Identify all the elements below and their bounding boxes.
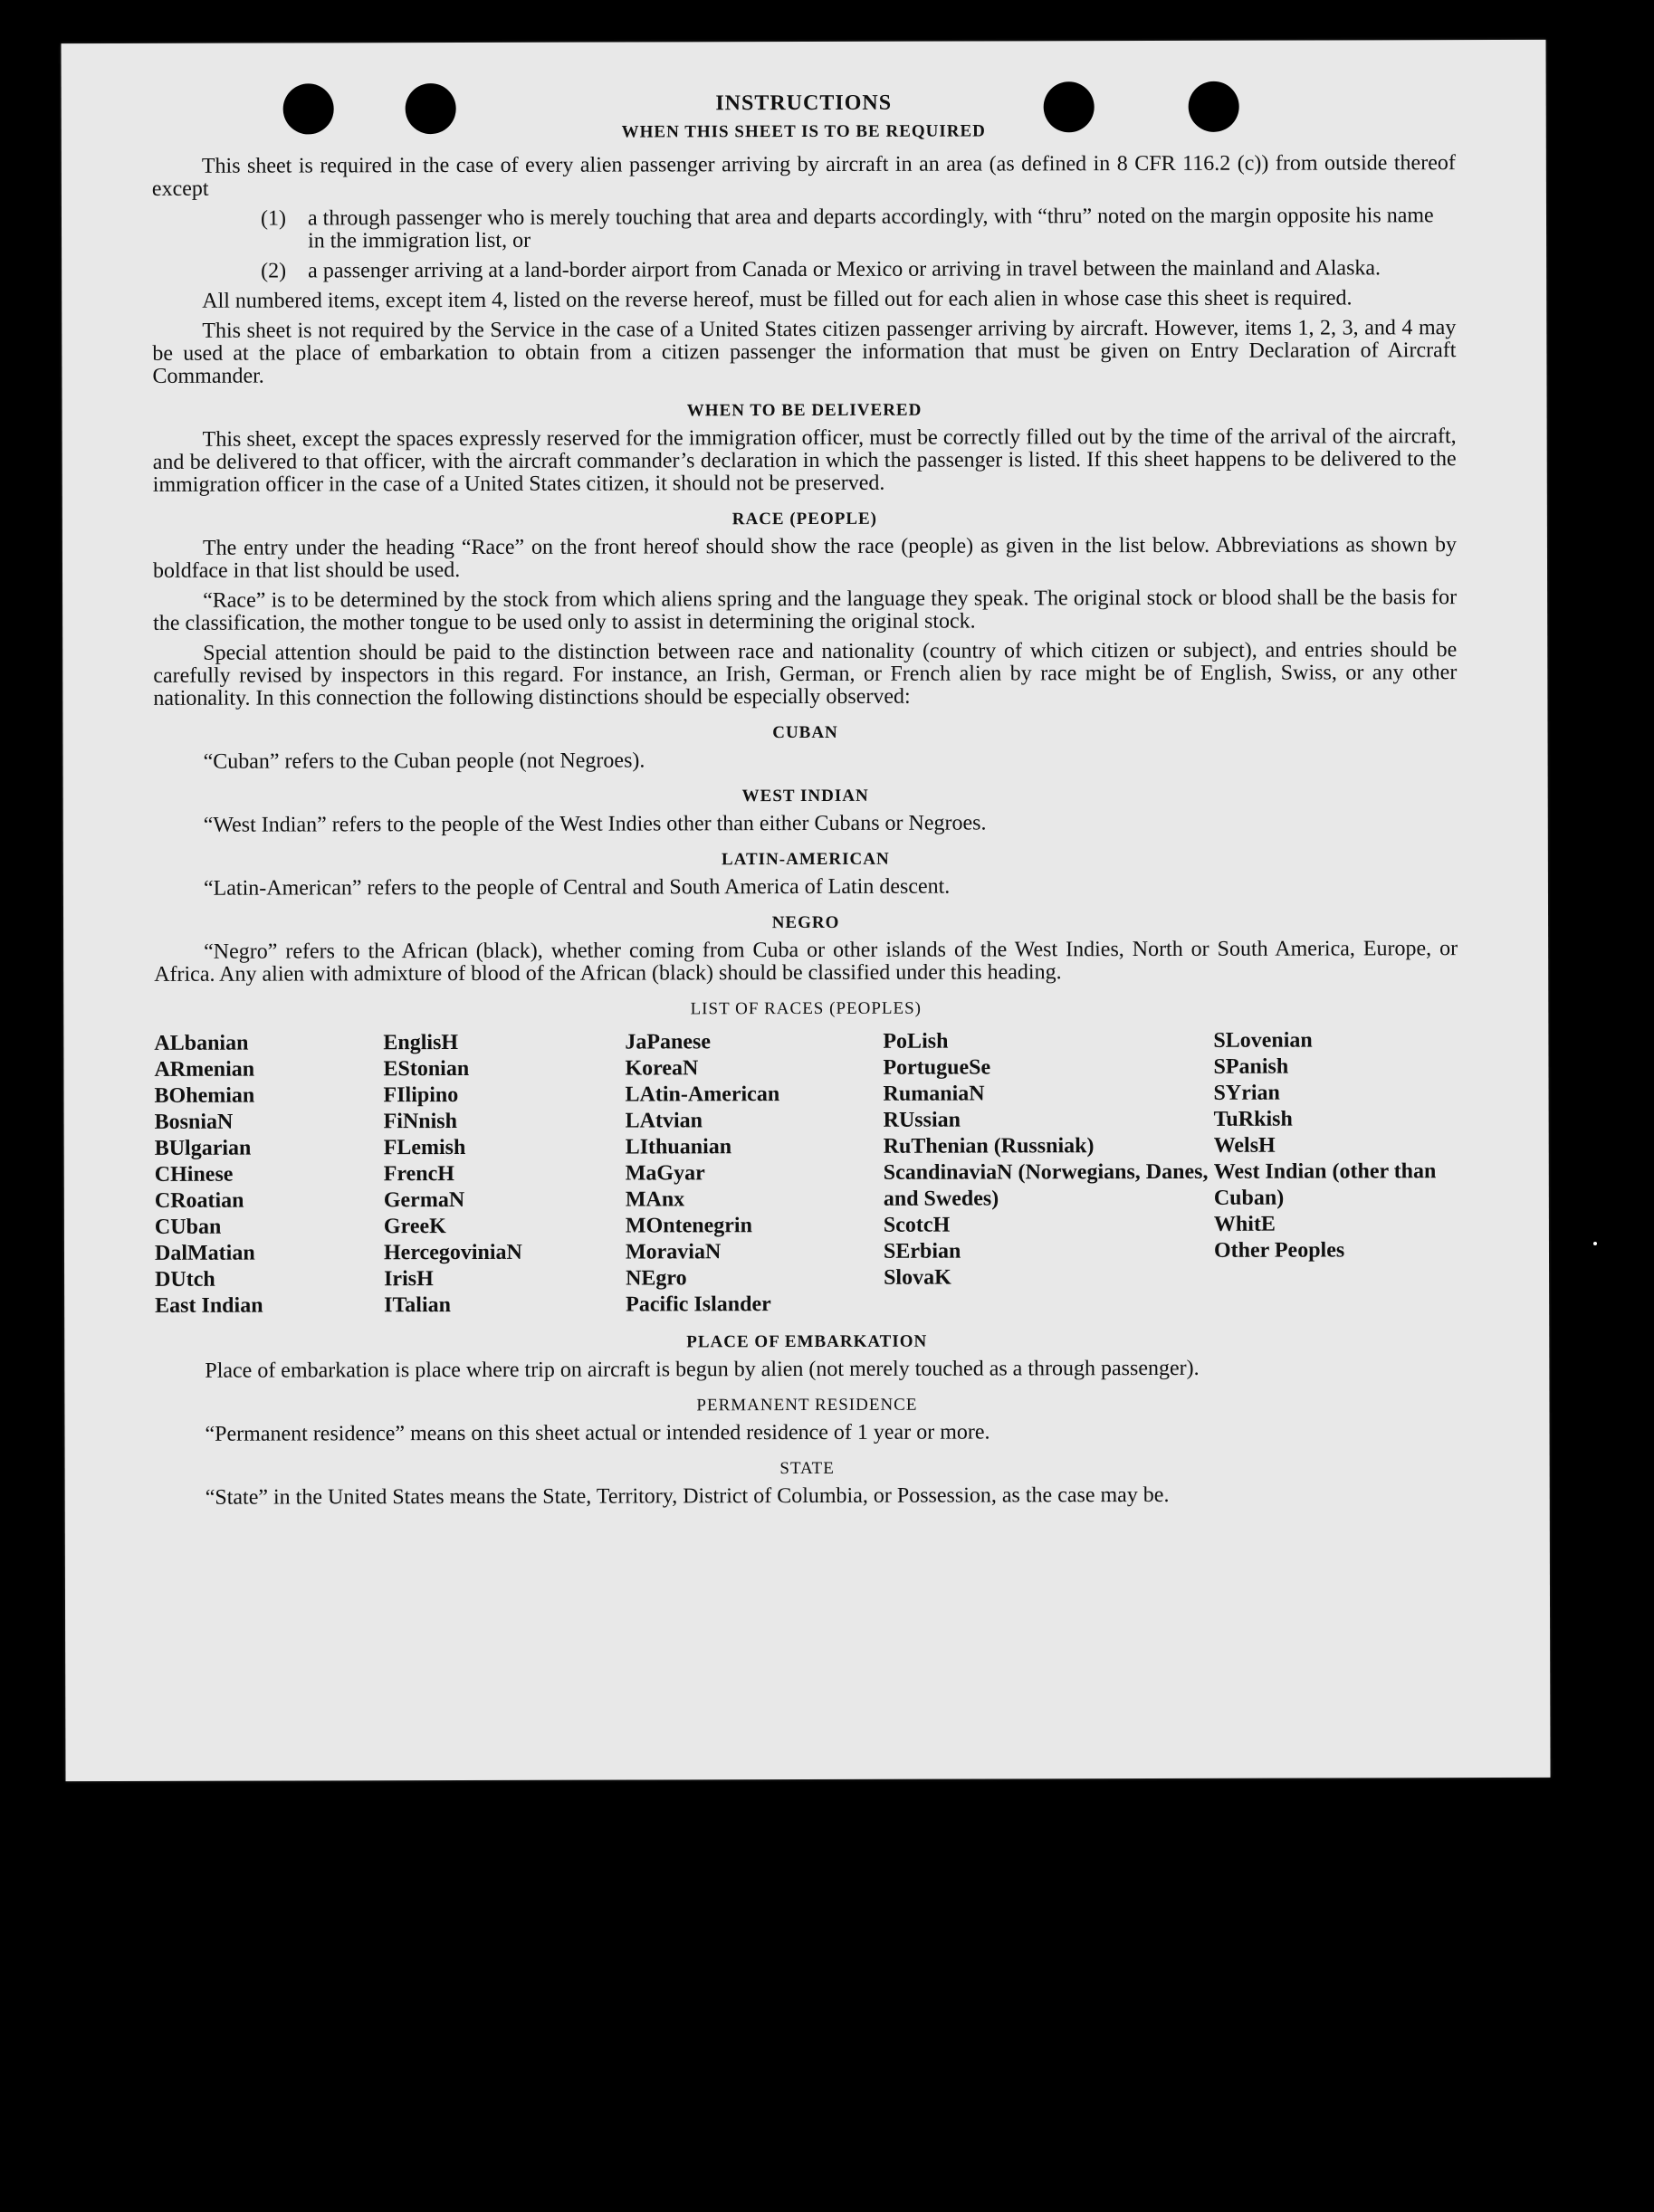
race-entry: Other Peoples (1213, 1238, 1345, 1263)
race-entry: ALbanian (154, 1031, 249, 1055)
item-text: a through passenger who is merely touching that area and departs accordingly, with “thru” noted on the margin opposite his name in the immigration list, or (307, 204, 1434, 253)
paragraph: “Race” is to be determined by the stock from which aliens spring and the language they speak. The original stock or blood shall be the basis for the classification, the mother tongue to be used only to assist in determining the original stock. (153, 586, 1458, 635)
section-heading: RACE (PEOPLE) (731, 509, 878, 529)
race-entry: IrisH (384, 1267, 434, 1292)
section-heading: STATE (779, 1458, 835, 1479)
race-entry: CRoatian (154, 1188, 244, 1213)
section-heading: LATIN-AMERICAN (721, 849, 890, 870)
section-heading: WEST INDIAN (741, 786, 869, 806)
section-heading: PERMANENT RESIDENCE (696, 1395, 918, 1416)
race-entry: SlovaK (884, 1265, 951, 1290)
race-column (1213, 1027, 1458, 1317)
race-entry: FiNnish (383, 1110, 458, 1134)
race-entry: BOhemian (154, 1083, 255, 1108)
section-heading: WHEN TO BE DELIVERED (686, 400, 923, 421)
section-heading: WHEN THIS SHEET IS TO BE REQUIRED (621, 121, 986, 142)
definition-text: “Latin-American” refers to the people of Central and South America of Latin descent. (203, 874, 951, 901)
race-column (625, 1029, 884, 1319)
page-title: INSTRUCTIONS (715, 91, 893, 116)
race-entry: DalMatian (154, 1241, 255, 1265)
race-entry: LIthuanian (625, 1135, 732, 1159)
race-entry: FLemish (383, 1135, 466, 1160)
race-entry: ScandinaviaN (Norwegians, Danes, and Swedes) (883, 1159, 1209, 1211)
race-entry: GermaN (383, 1187, 465, 1213)
definition-text: “Permanent residence” means on this sheet actual or intended residence of 1 year or more. (205, 1420, 990, 1446)
section-heading: NEGRO (771, 912, 840, 933)
exception-item (261, 205, 1456, 253)
race-entry: ITalian (384, 1293, 452, 1318)
item-number: (1) (260, 206, 287, 231)
race-entry: EnglisH (383, 1031, 459, 1055)
section-heading: PLACE OF EMBARKATION (686, 1331, 928, 1352)
race-entry: LAtvian (625, 1109, 703, 1133)
paragraph: This sheet, except the spaces expressly reserved for the immigration officer, must be correctly filled out by the time of the arrival of the aircraft, and be delivered to that officer, with the aircraft commander’s declaration in which the passenger is listed. If this sheet happens to be delivered to the immigration officer in the case of a United States citizen, it should not be preserved. (152, 424, 1457, 497)
race-entry: SErbian (883, 1239, 961, 1263)
race-entry: FIlipino (383, 1083, 459, 1108)
race-entry: SPanish (1213, 1054, 1289, 1079)
race-entry: MAnx (625, 1187, 685, 1212)
paragraph: This sheet is not required by the Service in the case of a United States citizen passenger arriving by aircraft. However, items 1, 2, 3, and 4 may be used at the place of embarkation to obtain from a citizen passenger the information that must be given on Entry Declaration of Aircraft Commander. (152, 316, 1457, 388)
race-entry: PoLish (883, 1029, 949, 1054)
race-entry: MoraviaN (625, 1240, 722, 1264)
race-entry: NEgro (626, 1266, 687, 1291)
instructions-body (152, 91, 1459, 1517)
race-entry: JaPanese (625, 1030, 712, 1054)
scan-speck (1593, 1242, 1597, 1245)
definition-text: “West Indian” refers to the people of the West Indies other than either Cubans or Negroes. (203, 811, 987, 837)
race-column (154, 1030, 384, 1320)
race-entry: LAtin-American (625, 1082, 780, 1107)
race-entry: PortugueSe (883, 1055, 991, 1080)
race-column (383, 1030, 626, 1320)
definition-text: “Cuban” refers to the Cuban people (not Negroes). (203, 748, 645, 774)
item-text: a passenger arriving at a land-border airport from Canada or Mexico or arriving in travel between the mainland and Alaska. (308, 256, 1382, 283)
race-entry: Pacific Islander (626, 1292, 771, 1317)
race-entry: TuRkish (1213, 1107, 1293, 1131)
race-entry: ARmenian (154, 1057, 255, 1082)
race-entry: HercegoviniaN (383, 1240, 522, 1265)
document-page (61, 40, 1550, 1781)
race-entry: EStonian (383, 1056, 470, 1082)
section-heading: CUBAN (772, 722, 838, 743)
exception-item (261, 257, 1456, 282)
race-entry: East Indian (155, 1293, 263, 1318)
race-column (883, 1028, 1214, 1318)
race-entry: CHinese (154, 1162, 234, 1187)
paragraph: Place of embarkation is place where trip on aircraft is begun by alien (not merely touched as a through passenger). (205, 1356, 1200, 1383)
race-entry: GreeK (383, 1215, 446, 1239)
item-number: (2) (261, 259, 287, 283)
race-entry: SYrian (1213, 1081, 1280, 1105)
race-entry: DUtch (155, 1267, 215, 1292)
paragraph: Special attention should be paid to the distinction between race and nationality (country of which citizen or subject), and entries should be carefully revised by inspectors in this regard. For instance, an Irish, German, or French alien by race might be of English, Swiss, or any other nationality. In this connection the following distinctions should be especially observed: (153, 638, 1458, 710)
paragraph: The entry under the heading “Race” on the front hereof should show the race (people) as given in the list below. Abbreviations as shown by boldface in that list should be used. (152, 533, 1457, 583)
race-entry: CUban (154, 1215, 222, 1239)
race-entry: KoreaN (625, 1056, 699, 1081)
race-entry: MOntenegrin (625, 1214, 752, 1238)
race-entry: FrencH (383, 1162, 454, 1187)
paragraph: This sheet is required in the case of every alien passenger arriving by aircraft in an area (as defined in 8 CFR 116.2 (c)) from outside thereof except (151, 151, 1456, 201)
race-entry: BosniaN (154, 1110, 234, 1134)
race-entry: RumaniaN (883, 1082, 985, 1106)
race-entry: RUssian (883, 1108, 961, 1132)
paragraph: All numbered items, except item 4, listed on the reverse hereof, must be filled out for each alien in whose case this sheet is required. (202, 286, 1353, 313)
race-entry: RuThenian (Russniak) (883, 1134, 1095, 1158)
section-heading: LIST OF RACES (PEOPLES) (690, 998, 923, 1019)
race-entry: WelsH (1213, 1133, 1276, 1158)
paragraph: “Negro” refers to the African (black), whether coming from Cuba or other islands of the West Indies, North or South America, Europe, or Africa. Any alien with admixture of blood of the African (black) should be classified under this heading. (154, 937, 1458, 987)
race-entry: SLovenian (1213, 1028, 1313, 1053)
race-entry: WhitE (1213, 1212, 1276, 1236)
race-entry: ScotcH (883, 1213, 951, 1237)
paragraph: “State” in the United States means the State, Territory, District of Columbia, or Possession, as the case may be. (205, 1483, 1170, 1510)
race-entry: West Indian (other than Cuban) (1213, 1159, 1437, 1210)
race-entry: MaGyar (625, 1161, 705, 1186)
race-entry: BUlgarian (154, 1136, 252, 1160)
race-list (154, 1027, 1458, 1320)
